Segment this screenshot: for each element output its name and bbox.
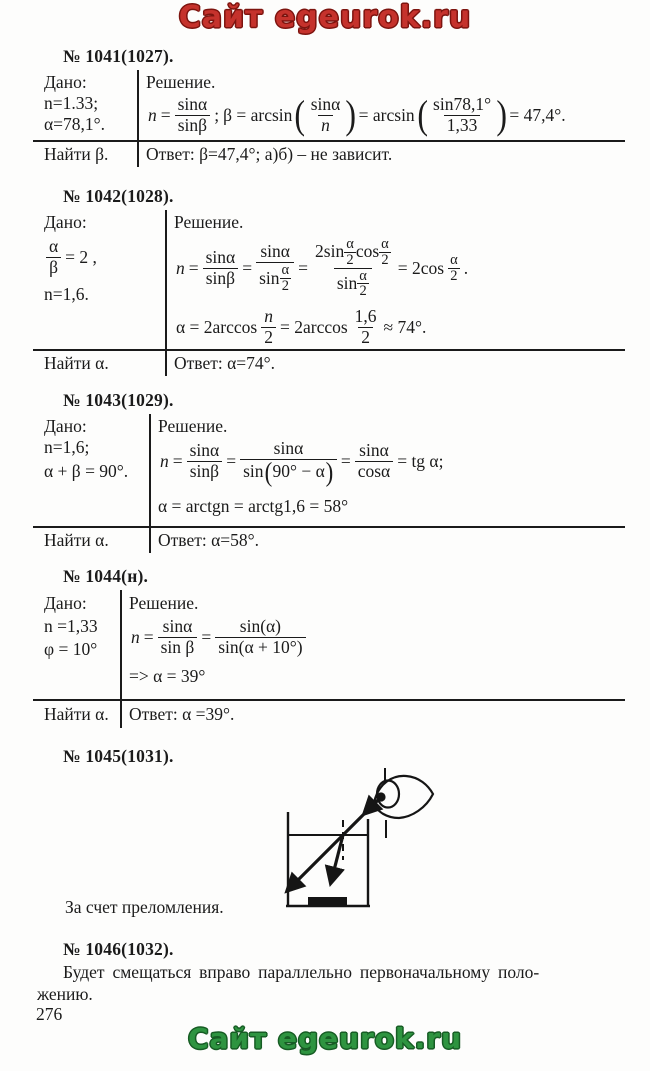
solution-label: Решение. [146, 72, 216, 92]
right-paren: ) [345, 92, 357, 138]
dado-column [33, 590, 120, 699]
denominator [334, 268, 372, 300]
paragraph-line: Будет смещаться вправо параллельно первоначальному поло- [63, 962, 540, 982]
fraction [430, 95, 494, 135]
problem-1041 [33, 46, 625, 167]
problem-1043 [33, 390, 625, 553]
fraction [215, 617, 305, 657]
denominator: sinβ [203, 268, 238, 289]
dado-column [33, 70, 137, 140]
formula-text: α = 2arccos [176, 316, 258, 337]
problem-heading-1046: № 1046(1032). [63, 939, 174, 959]
equals-sign: = [242, 257, 253, 278]
find-label: Найти α. [44, 530, 109, 550]
solution-column [120, 590, 625, 699]
formula-line: => α = 39° [129, 666, 206, 687]
dado-label: Дано: [44, 416, 87, 436]
dado-line: n=1.33; [44, 93, 99, 113]
formula [158, 438, 623, 487]
dado-label: Дано: [44, 72, 87, 92]
denominator: 2 [450, 267, 458, 284]
formula-text: 90° − α [272, 460, 325, 481]
formula-result: = 47,4°. [509, 104, 566, 125]
fraction [261, 307, 276, 347]
fraction [256, 242, 294, 293]
formula-result: = tg α; [397, 450, 444, 471]
formula-var: n [148, 104, 157, 125]
numerator: sin(α) [239, 616, 282, 636]
formula-result: ≈ 74°. [383, 316, 427, 337]
dado-line: α + β = 90°. [44, 461, 129, 481]
dado-label: Дано: [44, 212, 87, 232]
equals-sign: = [298, 257, 309, 278]
small-fraction [357, 269, 369, 300]
find-label: Найти α. [44, 704, 109, 724]
numerator: 1,6 [354, 306, 377, 327]
problem-table [33, 414, 625, 526]
solution-label: Решение. [129, 593, 199, 613]
numerator [312, 237, 394, 268]
formula-var: n [160, 450, 169, 471]
denominator [256, 262, 294, 294]
equals-sign: = [172, 450, 183, 471]
fraction [187, 441, 223, 481]
dado-line: φ = 10° [44, 639, 98, 659]
problem-table [33, 590, 625, 699]
fraction [203, 248, 239, 288]
denominator: cosα [355, 461, 394, 482]
numerator: sinα [162, 616, 193, 636]
numerator: α [49, 236, 59, 256]
denominator: β [46, 257, 61, 278]
fraction [308, 95, 344, 135]
dado-line: n =1,33 [44, 616, 98, 636]
answer-text: Ответ: α=58°. [149, 528, 625, 553]
caption-1045: За счет преломления. [65, 897, 224, 917]
right-paren: ) [496, 92, 508, 138]
answer-row [33, 140, 625, 167]
denominator: 1,33 [444, 115, 481, 136]
formula-text: = 2cos [397, 257, 445, 278]
problem-heading-1045: № 1045(1031). [63, 746, 174, 766]
dado-line: α=78,1°. [44, 114, 106, 134]
fraction [240, 438, 337, 487]
problem-1044 [33, 566, 625, 728]
fraction [355, 441, 394, 481]
denominator [240, 456, 337, 487]
left-paren: ( [294, 92, 306, 138]
answer-text: Ответ: α=74°. [165, 351, 625, 376]
fraction [46, 237, 61, 277]
dado-fraction-line [44, 237, 161, 277]
problem-heading: № 1042(1028). [63, 186, 174, 206]
equals-sign: = [340, 450, 351, 471]
numerator: sinα [273, 438, 304, 458]
find-label: Найти β. [44, 144, 109, 164]
sin-label: sin [243, 460, 264, 481]
formula-line: α = arctgn = arctg1,6 = 58° [158, 495, 349, 516]
denominator: sin β [158, 637, 198, 658]
formula-var: n [131, 626, 140, 647]
numerator: sinα [310, 94, 341, 114]
small-fraction [448, 253, 460, 284]
equals-sign: = [188, 257, 199, 278]
dado-line: n=1,6; [44, 437, 90, 457]
denominator: sin(α + 10°) [215, 637, 305, 658]
numerator: sin78,1° [433, 94, 492, 114]
fraction [312, 237, 394, 299]
separator: ; [214, 104, 220, 125]
object-on-bottom [308, 897, 347, 907]
problem-1042 [33, 186, 625, 376]
small-fraction [280, 263, 292, 294]
numerator: n [264, 306, 273, 327]
denominator: 2 [359, 283, 367, 300]
dado-column [33, 414, 149, 526]
fraction [175, 95, 211, 135]
numerator: sinα [359, 440, 389, 461]
numerator: sinα [205, 246, 236, 267]
site-footer-banner: Сайт egeurok.ru [187, 1022, 463, 1055]
problem-heading: № 1041(1027). [63, 46, 174, 66]
formula [146, 92, 623, 138]
formula-text: β = arcsin [223, 104, 293, 125]
numerator: α [346, 236, 354, 252]
answer-text: Ответ: β=47,4°; а)б) – не зависит. [137, 142, 625, 167]
denominator: 2 [358, 327, 373, 348]
refraction-diagram [262, 758, 442, 913]
page-number: 276 [36, 1004, 63, 1024]
eye-icon [374, 768, 433, 838]
problem-table [33, 210, 625, 349]
equals-sign: = [160, 104, 171, 125]
fraction [158, 617, 198, 657]
eye-pupil [376, 792, 385, 801]
equals-sign: = [143, 626, 154, 647]
numerator: sinα [177, 94, 208, 114]
problem-heading: № 1044(н). [63, 566, 149, 586]
problem-heading: № 1043(1029). [63, 390, 174, 410]
denominator: 2 [281, 277, 289, 294]
find-label: Найти α. [44, 353, 109, 374]
formula-text: 2sin [315, 241, 345, 262]
numerator: α [381, 236, 389, 252]
sin-label: sin [336, 273, 358, 294]
equals-sign: = [226, 450, 237, 471]
denominator: sinβ [187, 461, 222, 482]
denominator: sinβ [175, 115, 210, 136]
problem-table [33, 70, 625, 140]
formula-text: = arcsin [358, 104, 415, 125]
answer-text: Ответ: α =39°. [120, 701, 625, 728]
paragraph-line: жению. [37, 984, 93, 1004]
numerator: sinα [189, 440, 220, 461]
formula-var: n [176, 257, 185, 278]
numerator: sinα [260, 241, 290, 262]
solution-column [149, 414, 625, 526]
fraction [352, 307, 380, 347]
equals-sign: = [201, 626, 212, 647]
dado-line: n=1,6. [44, 284, 89, 305]
numerator: α [359, 267, 367, 284]
numerator: α [281, 262, 290, 279]
numerator: α [450, 251, 458, 268]
formula-text: = 2arccos [279, 316, 348, 337]
formula [174, 307, 623, 347]
answer-row [33, 699, 625, 728]
small-fraction [344, 237, 356, 268]
solution-label: Решение. [158, 416, 228, 436]
cos-label: cos [355, 241, 380, 262]
denominator: 2 [261, 327, 276, 348]
small-fraction [379, 237, 391, 268]
answer-row [33, 526, 625, 553]
answer-row [33, 349, 625, 376]
solution-label: Решение. [174, 212, 244, 232]
denominator: 2 [346, 251, 354, 268]
left-paren: ( [417, 92, 428, 138]
period: . [463, 257, 469, 278]
solution-column [137, 70, 625, 140]
right-paren: ) [325, 456, 334, 487]
formula-text: = 2 , [65, 246, 97, 267]
left-paren: ( [264, 456, 272, 487]
dado-label: Дано: [44, 593, 87, 613]
dado-column [33, 210, 165, 349]
site-header-banner: Сайт egeurok.ru [178, 0, 472, 35]
solution-column [165, 210, 625, 349]
sin-label: sin [259, 267, 280, 288]
formula [129, 617, 623, 657]
formula [174, 237, 623, 299]
denominator: 2 [381, 251, 389, 268]
denominator: n [318, 115, 333, 136]
